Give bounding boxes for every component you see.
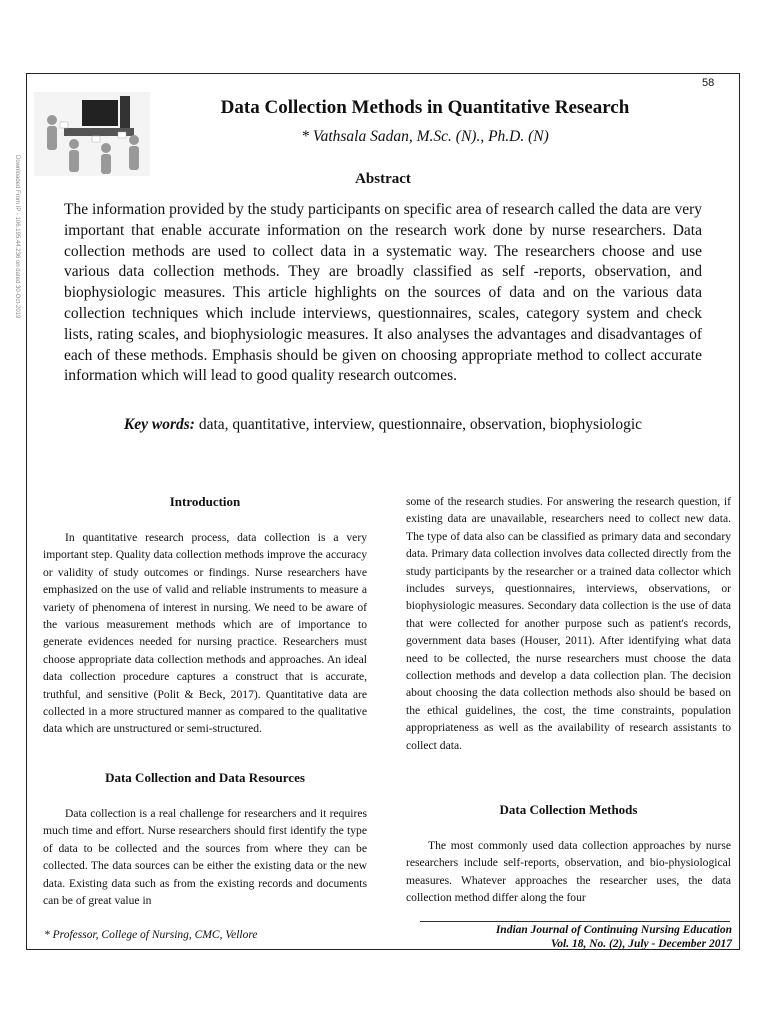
right-column-continued-text: some of the research studies. For answering the research question, if existing data are unavailable, researchers need to collect new data. The type of data also can be classified as primary data and secondary data. Primary data collection involves data collected directly from the study participants by the researcher or a trained data collector which includes surveys, questionnaires, interviews, observations, or biophysiologic measures. Secondary data collection is the use of data that were collected for another purpose such as patient's records, government data bases (Houser, 2011). After identifying what data need to be collected, the nurse researchers must choose the data collection methods and develop a data collection plan. The decision about choosing the data collection methods also should be based on the ethical guidelines, the cost, the time constraints, population appropriateness as well as the availability of research assistants to collect data. <box>406 495 731 752</box>
data-collection-methods-text: The most commonly used data collection approaches by nurse researchers include self-reports, observation, and bio-physiological measures. Whatever approaches the researcher uses, the data collection method differ along the four <box>406 839 731 905</box>
data-collection-methods-heading: Data Collection Methods <box>499 802 638 817</box>
abstract-heading: Abstract <box>355 171 411 187</box>
introduction-heading: Introduction <box>169 494 241 509</box>
download-watermark <box>14 155 26 575</box>
journal-citation <box>462 923 732 951</box>
abstract-text: The information provided by the study participants on specific area of research called the data are very important that enable accurate information on the research work done by nurse researchers. Data collection methods are used to collect data in a systematic way. The researchers choose and use various data collection methods. They are broadly classified as self -reports, observation, and biophysiologic measures. This article highlights on the sources of data and on the various data collection techniques which include interviews, questionnaires, scales, category system and check lists, rating scales, and biophysiologic measures. It also analyses the advantages and disadvantages of each of these methods. Emphasis should be given on choosing appropriate method to collect accurate information which will lead to good quality research outcomes. <box>64 201 702 385</box>
journal-name: Indian Journal of Continuing Nursing Education <box>495 924 732 936</box>
keywords-label: Key words: <box>123 416 195 433</box>
keywords-list: data, quantitative, interview, questionnaire, observation, biophysiologic <box>194 416 643 433</box>
author-affiliation-footnote: * Professor, College of Nursing, CMC, Vellore <box>44 929 258 941</box>
article-author: * Vathsala Sadan, M.Sc. (N)., Ph.D. (N) <box>301 128 549 145</box>
data-resources-heading: Data Collection and Data Resources <box>105 770 305 785</box>
research-illustration-image <box>34 92 150 176</box>
keywords-line <box>64 416 702 434</box>
introduction-text: In quantitative research process, data collection is a very important step. Quality data collection methods improve the accuracy or validity of study outcomes or findings. Nurse researchers have emphasized on the use of valid and reliable instruments to measure a variety of phenomena of interest in nursing. We need to be aware of the various measurement methods which are of importance to generate evidences needed for nursing practice. Researchers must choose appropriate data collection methods and approaches. An ideal data collection procedure captures a construct that is accurate, truthful, and sensitive (Polit & Beck, 2017). Quantitative data are collected in a more structured manner as compared to the qualitative data which are unstructured or semi-structured. <box>43 531 367 736</box>
footer-rule <box>420 921 730 922</box>
page-number: 58 <box>702 77 715 89</box>
journal-issue: Vol. 18, No. (2), July - December 2017 <box>550 938 732 950</box>
article-title: Data Collection Methods in Quantitative Research <box>220 97 630 118</box>
data-resources-text: Data collection is a real challenge for researchers and it requires much time and effort. Nurse researchers should first identify the type of data to be collected and the sources from where they can be collected. The data sources can be either the existing data or the new data. Existing data such as from the existing records and documents can be of great value in <box>43 807 367 908</box>
download-watermark-text: Downloaded From IP - 106.195.44.236 on dated 30-Oct-2019 <box>14 155 20 319</box>
